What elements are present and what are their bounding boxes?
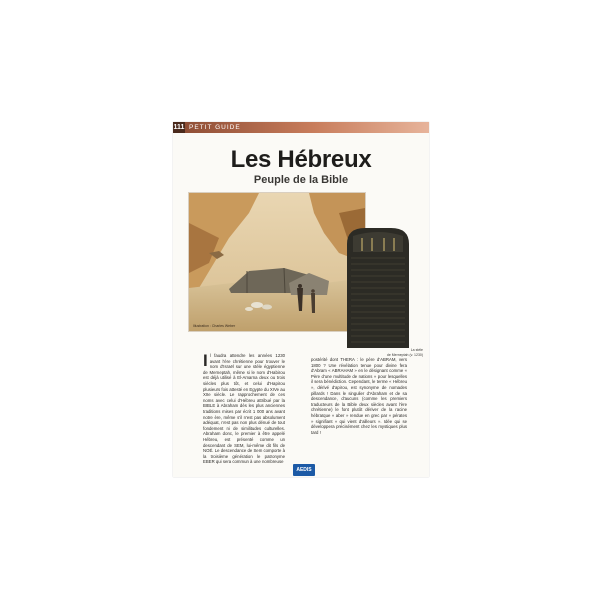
article-column-2	[311, 357, 407, 435]
page-subtitle: Peuple de la Bible	[253, 174, 349, 186]
stele-image	[345, 226, 411, 350]
stele-caption: La stèle de Merneptah (v. 1230)	[386, 348, 423, 357]
page-title: Les Hébreux	[230, 146, 372, 173]
series-banner	[173, 122, 429, 133]
article-column-1	[203, 353, 285, 465]
desert-camp-painting	[188, 192, 366, 332]
painting-credit: Illustration : Charles Weber	[193, 324, 236, 328]
article-text-1: l faudra attendre les années 1230 avant l'ère chrétienne pour trouver le nom d'Israël sur une stèle égyptienne de Merneptah, même si le nom d'Habirou est déjà utilisé à El-Amarna deux ou trois siècles plus tôt, et celui d'Hapirou plusieurs fois attesté en Egypte du XIVe au XIIe siècle. Le rapprochement de ces noms avec celui d'Hébreu attribué par la BIBLE à Abraham dès les plus anciennes traditions mises par écrit 1 000 ans avant notre ère, même s'il n'est pas absolument adéquat, n'est pas non plus dénué de tout fondement ni de similitudes culturelles. Abraham donc, le premier à être appelé Hébreu, est présenté comme un descendant de SEM, lui-même dit fils de NOÉ. Le descendance de Sem comporte à la troisième génération le patronyme EBER qui sera commun à une nombreuse	[203, 353, 285, 465]
series-number: 111	[173, 124, 185, 131]
publisher-logo: AEDIS	[293, 464, 315, 476]
painting-illustration	[189, 193, 365, 331]
book-cover	[173, 122, 429, 477]
drop-cap: I	[203, 351, 208, 370]
article-text-2: postérité dont THERA : le père d'ABRAM, vers 1800 ? Une révélation tenue pour divine fera d'Abram « ABRAHAM » en le désignant comme « Père d'une multitude de nations » pour lesquelles il sera bénédiction. Cependant, le terme « Hébreu », dérivé d'apirou, est synonyme de nomades pillards ! Dans le singulier d'Abraham et de sa descendance, d'aucuns (comme les premiers traducteurs de la Bible deux siècles avant l'ère chrétienne) le font plutôt dériver de la racine hébraïque « aber » rendue en grec par « pérates » signifiant « qui vient d'ailleurs ». Idée qui se développera précisément chez les mystiques plus tard !	[311, 357, 407, 435]
series-label: PETIT GUIDE	[189, 124, 241, 131]
merneptah-stele	[345, 226, 411, 350]
